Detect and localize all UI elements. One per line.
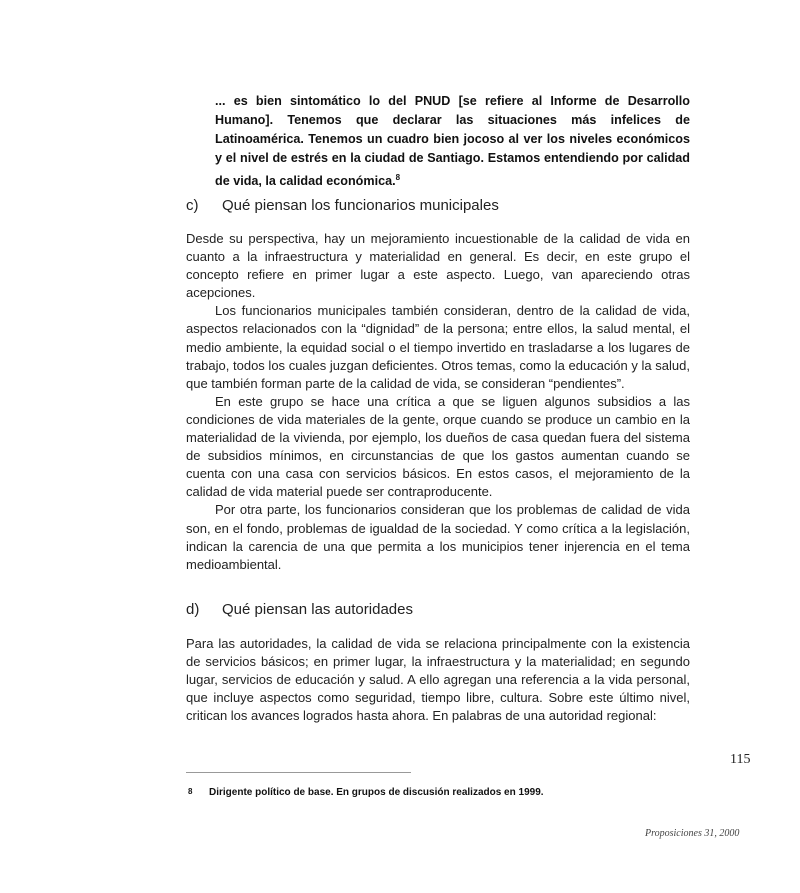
paragraph: Para las autoridades, la calidad de vida se relaciona principalmente con la existencia de servicios básicos; en primer lugar, la infraestructura y la materialidad; en segundo lugar, servicios de educación y salud. A ello agregan una referencia a la vida personal, que incluye aspectos como seguridad, tiempo libre, cultura. Sobre este último nivel, critican los avances logrados hasta ahora. En palabras de una autoridad regional:: [186, 636, 690, 724]
paragraph: Los funcionarios municipales también consideran, dentro de la calidad de vida, aspectos relacionados con la “dignidad” de la persona; entre ellos, la salud mental, el medio ambiente, la equidad social o el tiempo invertido en trasladarse a los lugares de trabajo, todos los cuales juzgan deficientes. Otros temas, como la educación y la salud, que también forman parte de la calidad de vida, se consideran “pendientes”.: [186, 303, 690, 391]
footnote-divider: [186, 772, 411, 773]
section-heading-c: [186, 197, 499, 214]
section-title: Qué piensan las autoridades: [222, 601, 413, 618]
section-title: Qué piensan los funcionarios municipales: [222, 197, 499, 214]
footnote: [188, 787, 544, 798]
section-heading-d: [186, 601, 413, 618]
paragraph: En este grupo se hace una crítica a que se liguen algunos subsidios a las condiciones de vida materiales de la gente, orque cuando se produce un cambio en la materialidad de la vivienda, por ejemplo, los dueños de casa quedan fuera del sistema de subsidios mínimos, en circunstancias de que los gastos aumentan cuando se cuenta con una casa con servicios básicos. En estos casos, el mejoramiento de la calidad de vida material puede ser contraproducente.: [186, 393, 690, 500]
section-c-body: [186, 230, 690, 574]
block-quote: [215, 92, 690, 191]
journal-running-footer: Proposiciones 31, 2000: [645, 828, 740, 839]
page-number: 115: [730, 752, 751, 767]
section-letter: d): [186, 601, 200, 618]
paragraph: Desde su perspectiva, hay un mejoramiento incuestionable de la calidad de vida en cuanto a la infraestructura y materialidad en general. Es decir, en este grupo el concepto refiere en primer lugar a este aspecto. Luego, van apareciendo otras acepciones.: [186, 231, 690, 301]
quote-text: ... es bien sintomático lo del PNUD [se refiere al Informe de Desarrollo Humano]. Tenemos que declarar las situaciones más infelices de Latinoamérica. Tenemos un cuadro bien jocoso al ver los niveles económicos y el nivel de estrés en la ciudad de Santiago. Estamos entendiendo por calidad de vida, la calidad económica.: [215, 94, 690, 189]
paragraph: Por otra parte, los funcionarios consideran que los problemas de calidad de vida son, en el fondo, problemas de igualdad de la sociedad. Y como crítica a la legislación, indican la carencia de una que permita a los municipios tener injerencia en el tema medioambiental.: [186, 502, 690, 572]
section-letter: c): [186, 197, 199, 214]
footnote-text: Dirigente político de base. En grupos de discusión realizados en 1999.: [209, 787, 544, 798]
section-d-body: [186, 635, 690, 725]
footnote-mark: 8: [188, 787, 193, 796]
footnote-reference[interactable]: 8: [395, 173, 401, 182]
